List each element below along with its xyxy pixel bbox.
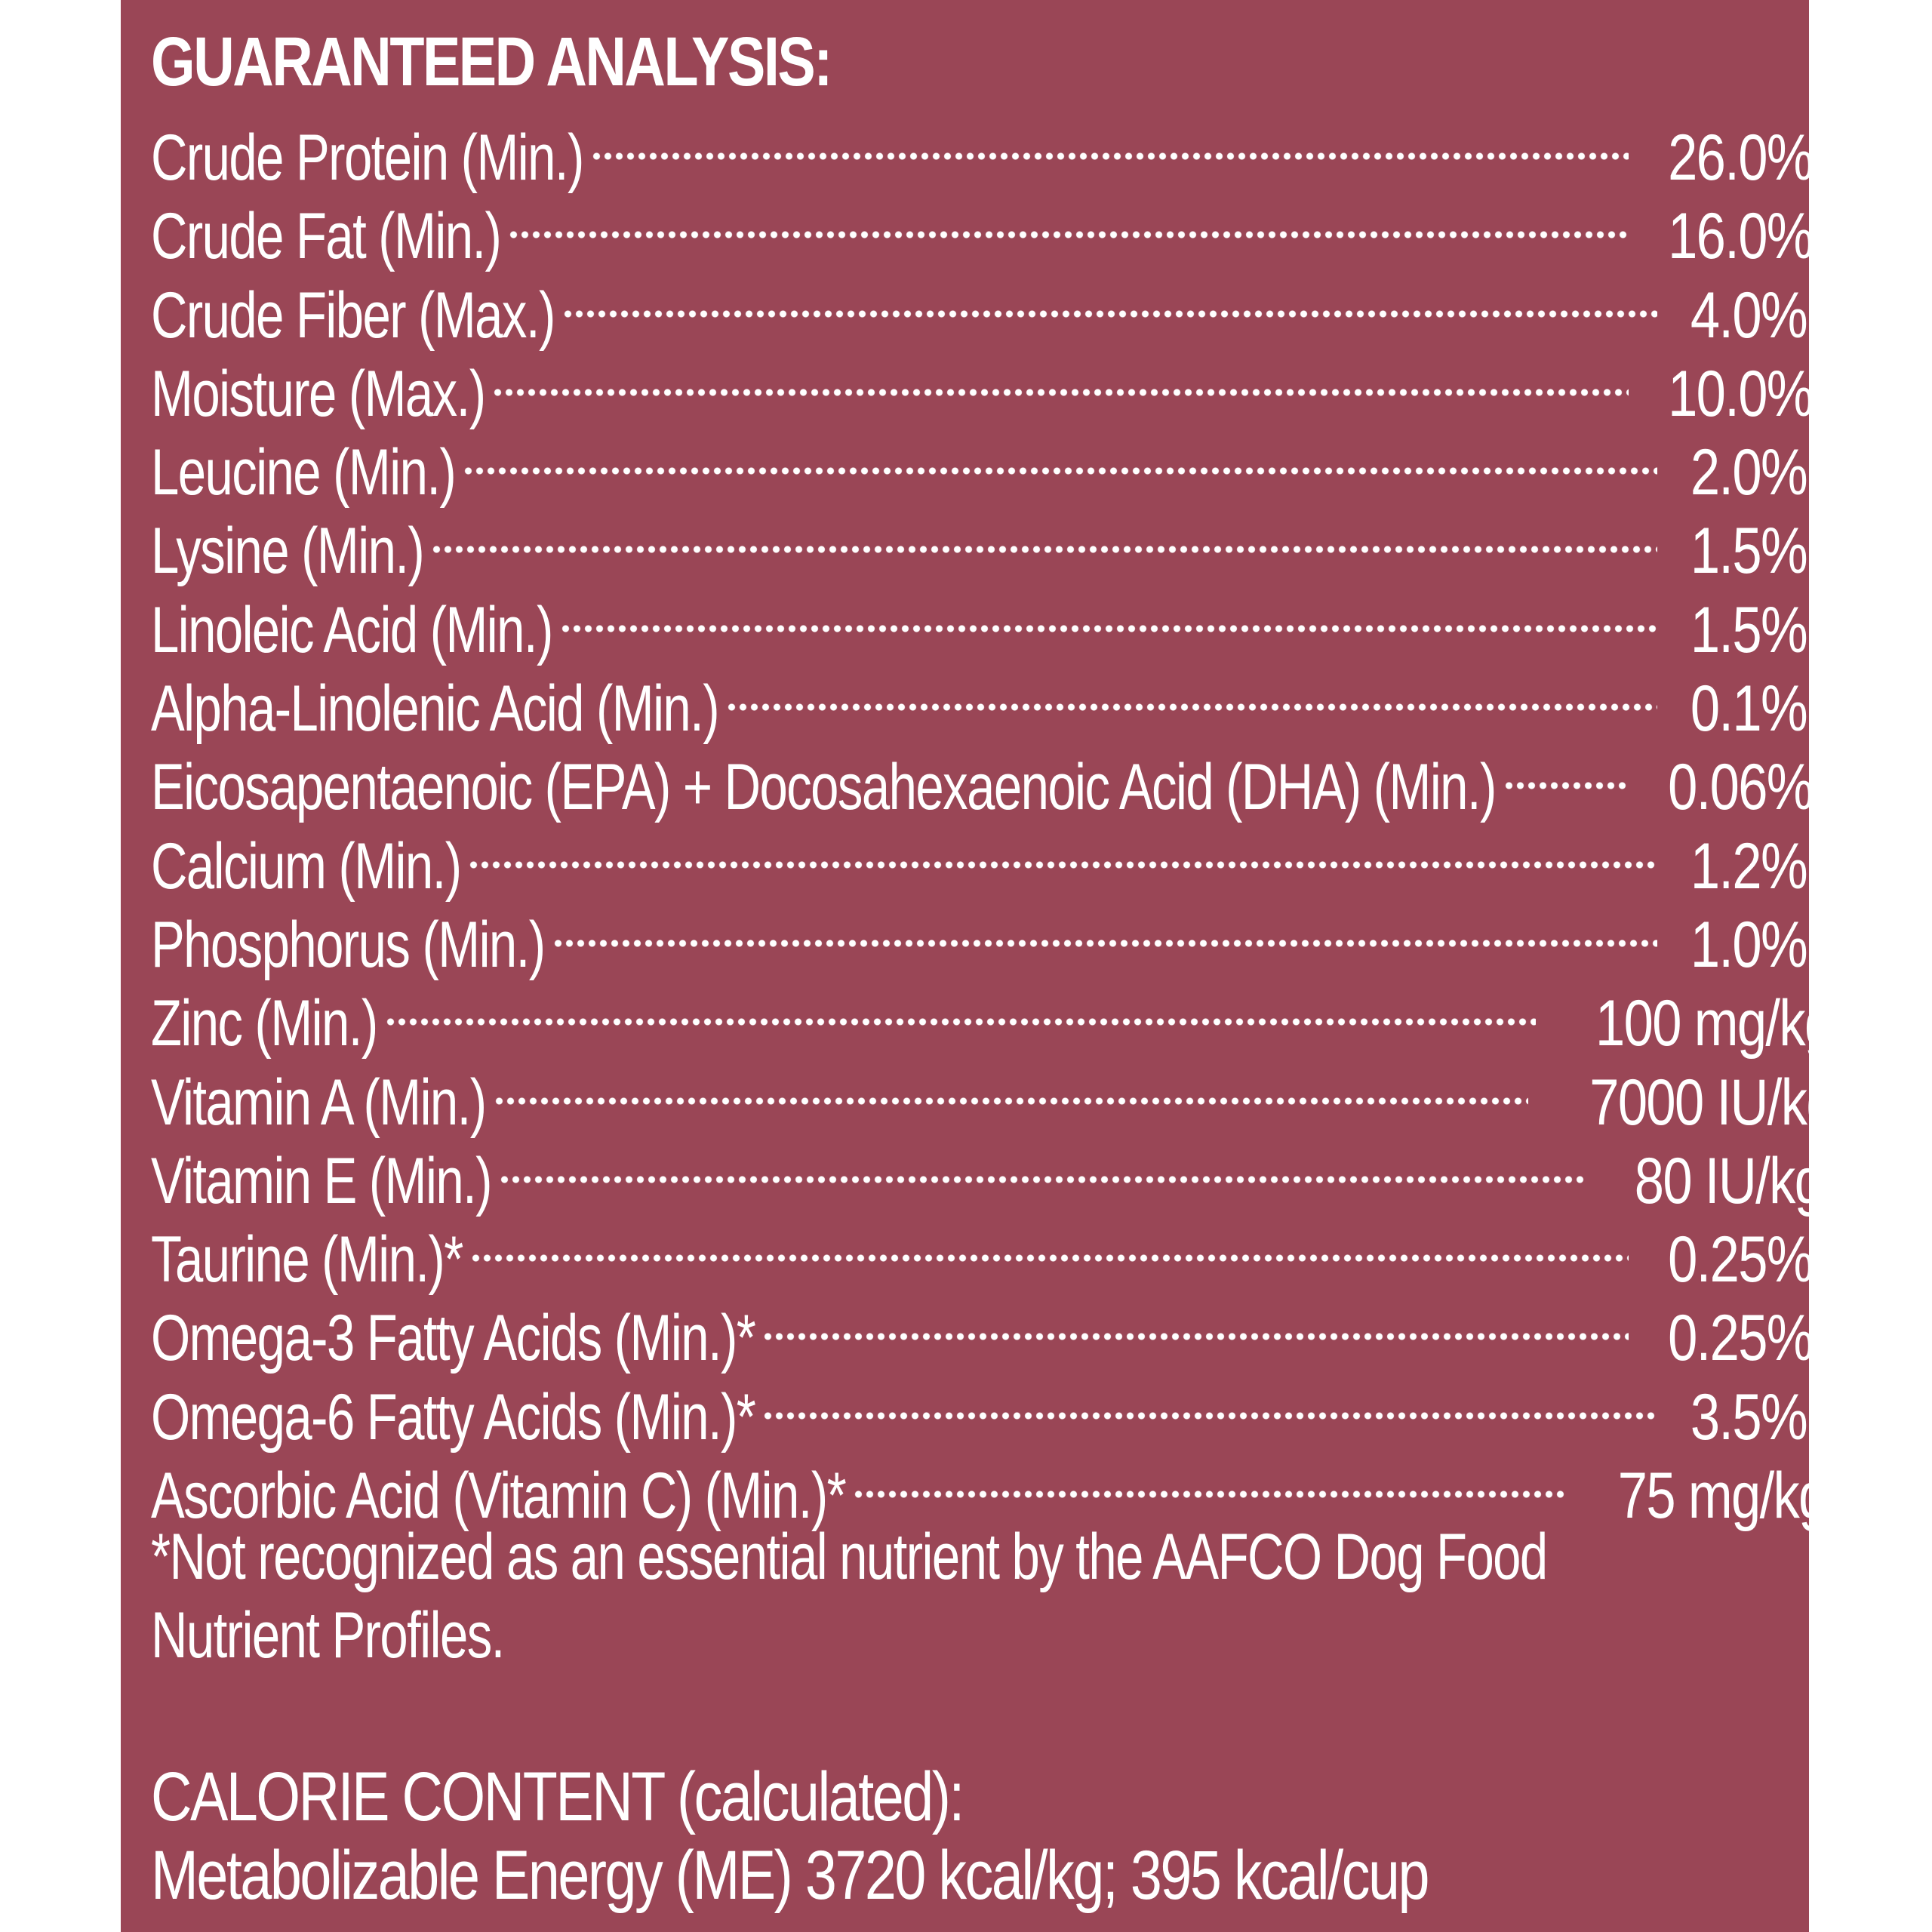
analysis-label: Taurine (Min.)* bbox=[151, 1223, 463, 1297]
dot-leader bbox=[499, 1124, 1586, 1203]
calorie-content-value: Metabolizable Energy (ME) 3720 kcal/kg; 395 kcal/cup bbox=[151, 1837, 1428, 1915]
analysis-label-wrap bbox=[151, 827, 460, 906]
analysis-label: Alpha-Linolenic Acid (Min.) bbox=[151, 672, 719, 746]
nutrition-label bbox=[151, 23, 1835, 1915]
analysis-value-wrap bbox=[1665, 669, 1807, 748]
analysis-label: Leucine (Min.) bbox=[151, 436, 456, 509]
analysis-row bbox=[151, 101, 1813, 194]
analysis-label: Crude Fiber (Max.) bbox=[151, 278, 555, 352]
analysis-value-wrap bbox=[1665, 276, 1807, 355]
analysis-value-wrap bbox=[1636, 1299, 1813, 1377]
dot-leader bbox=[492, 337, 1629, 416]
analysis-value-wrap bbox=[1665, 433, 1807, 512]
analysis-label-wrap bbox=[151, 669, 718, 748]
analysis-value: 1.5% bbox=[1690, 515, 1807, 588]
analysis-table bbox=[151, 101, 1835, 1533]
analysis-value-wrap bbox=[1636, 118, 1813, 197]
analysis-label: Omega-3 Fatty Acids (Min.)* bbox=[151, 1302, 755, 1375]
analysis-value-wrap bbox=[1636, 1220, 1813, 1299]
dot-leader bbox=[762, 1361, 1657, 1439]
analysis-value-wrap bbox=[1665, 906, 1807, 984]
dot-leader bbox=[726, 652, 1657, 731]
analysis-value-wrap bbox=[1636, 748, 1813, 826]
dot-leader bbox=[463, 416, 1657, 494]
analysis-value: 3.5% bbox=[1690, 1380, 1807, 1454]
analysis-value: 7000 IU/kg bbox=[1589, 1066, 1835, 1139]
analysis-value: 2.0% bbox=[1690, 436, 1807, 509]
analysis-value: 16.0% bbox=[1668, 200, 1813, 273]
analysis-value: 75 mg/kg bbox=[1617, 1460, 1827, 1533]
analysis-label: Crude Protein (Min.) bbox=[151, 122, 583, 194]
analysis-label: Vitamin E (Min.) bbox=[151, 1144, 491, 1217]
analysis-label: Phosphorus (Min.) bbox=[151, 908, 545, 981]
analysis-label: Crude Fat (Min.) bbox=[151, 200, 501, 273]
analysis-label-wrap bbox=[151, 1299, 755, 1377]
analysis-value: 1.5% bbox=[1690, 593, 1807, 666]
analysis-label: Lysine (Min.) bbox=[151, 515, 424, 588]
analysis-row bbox=[151, 1046, 1835, 1139]
analysis-label-wrap bbox=[151, 355, 485, 433]
footnote-line-1: *Not recognized as an essential nutrient by the AAFCO Dog Food bbox=[151, 1521, 1547, 1594]
analysis-value-wrap bbox=[1665, 1378, 1807, 1457]
analysis-label-wrap bbox=[151, 1220, 463, 1299]
calorie-content-title: CALORIE CONTENT (calculated): bbox=[151, 1758, 963, 1836]
dot-leader bbox=[494, 1046, 1528, 1124]
analysis-label-wrap bbox=[151, 591, 552, 669]
analysis-value-wrap bbox=[1665, 591, 1807, 669]
dot-leader bbox=[468, 810, 1657, 888]
analysis-value: 1.2% bbox=[1690, 829, 1807, 903]
dot-leader bbox=[385, 967, 1537, 1045]
analysis-value-wrap bbox=[1636, 197, 1813, 275]
analysis-label: Ascorbic Acid (Vitamin C) (Min.)* bbox=[151, 1460, 846, 1533]
analysis-row bbox=[151, 967, 1833, 1060]
analysis-label-wrap bbox=[151, 512, 423, 590]
analysis-label: Linoleic Acid (Min.) bbox=[151, 593, 552, 666]
analysis-value: 0.06% bbox=[1668, 751, 1813, 824]
analysis-value: 10.0% bbox=[1668, 357, 1813, 430]
analysis-value: 0.1% bbox=[1690, 672, 1807, 746]
analysis-value: 1.0% bbox=[1690, 908, 1807, 981]
dot-leader bbox=[762, 1281, 1629, 1360]
dot-leader bbox=[552, 888, 1657, 967]
analysis-value-wrap bbox=[1636, 355, 1813, 433]
analysis-label: Omega-6 Fatty Acids (Min.)* bbox=[151, 1380, 755, 1454]
analysis-value-wrap bbox=[1543, 984, 1833, 1063]
analysis-label: Calcium (Min.) bbox=[151, 829, 461, 903]
dot-leader bbox=[470, 1203, 1629, 1281]
dot-leader bbox=[853, 1439, 1564, 1518]
analysis-label-wrap bbox=[151, 197, 500, 275]
dot-leader bbox=[508, 180, 1629, 258]
analysis-value: 80 IU/kg bbox=[1634, 1144, 1823, 1217]
dot-leader bbox=[560, 574, 1657, 652]
analysis-label-wrap bbox=[151, 1378, 755, 1457]
analysis-value: 100 mg/kg bbox=[1595, 987, 1833, 1060]
analysis-value: 0.25% bbox=[1668, 1302, 1813, 1375]
analysis-label-wrap bbox=[151, 1142, 491, 1220]
analysis-label-wrap bbox=[151, 984, 377, 1063]
analysis-label: Eicosapentaenoic (EPA) + Docosahexaenoic Acid (DHA) (Min.) bbox=[151, 751, 1496, 824]
analysis-label: Vitamin A (Min.) bbox=[151, 1066, 486, 1139]
analysis-value-wrap bbox=[1665, 512, 1807, 590]
dot-leader bbox=[431, 494, 1657, 573]
analysis-label: Zinc (Min.) bbox=[151, 987, 377, 1060]
footnote-line-2: Nutrient Profiles. bbox=[151, 1599, 504, 1672]
analysis-label: Moisture (Max.) bbox=[151, 357, 485, 430]
dot-leader bbox=[1503, 731, 1629, 809]
analysis-value: 0.25% bbox=[1668, 1223, 1813, 1297]
analysis-value: 26.0% bbox=[1668, 122, 1813, 194]
analysis-value-wrap bbox=[1665, 827, 1807, 906]
section-spacer bbox=[151, 1675, 1781, 1758]
analysis-label-wrap bbox=[151, 1063, 486, 1142]
dot-leader bbox=[562, 259, 1657, 337]
guaranteed-analysis-title: GUARANTEED ANALYSIS: bbox=[151, 23, 831, 100]
dot-leader bbox=[591, 101, 1629, 180]
analysis-label-wrap bbox=[151, 433, 455, 512]
analysis-value: 4.0% bbox=[1690, 278, 1807, 352]
